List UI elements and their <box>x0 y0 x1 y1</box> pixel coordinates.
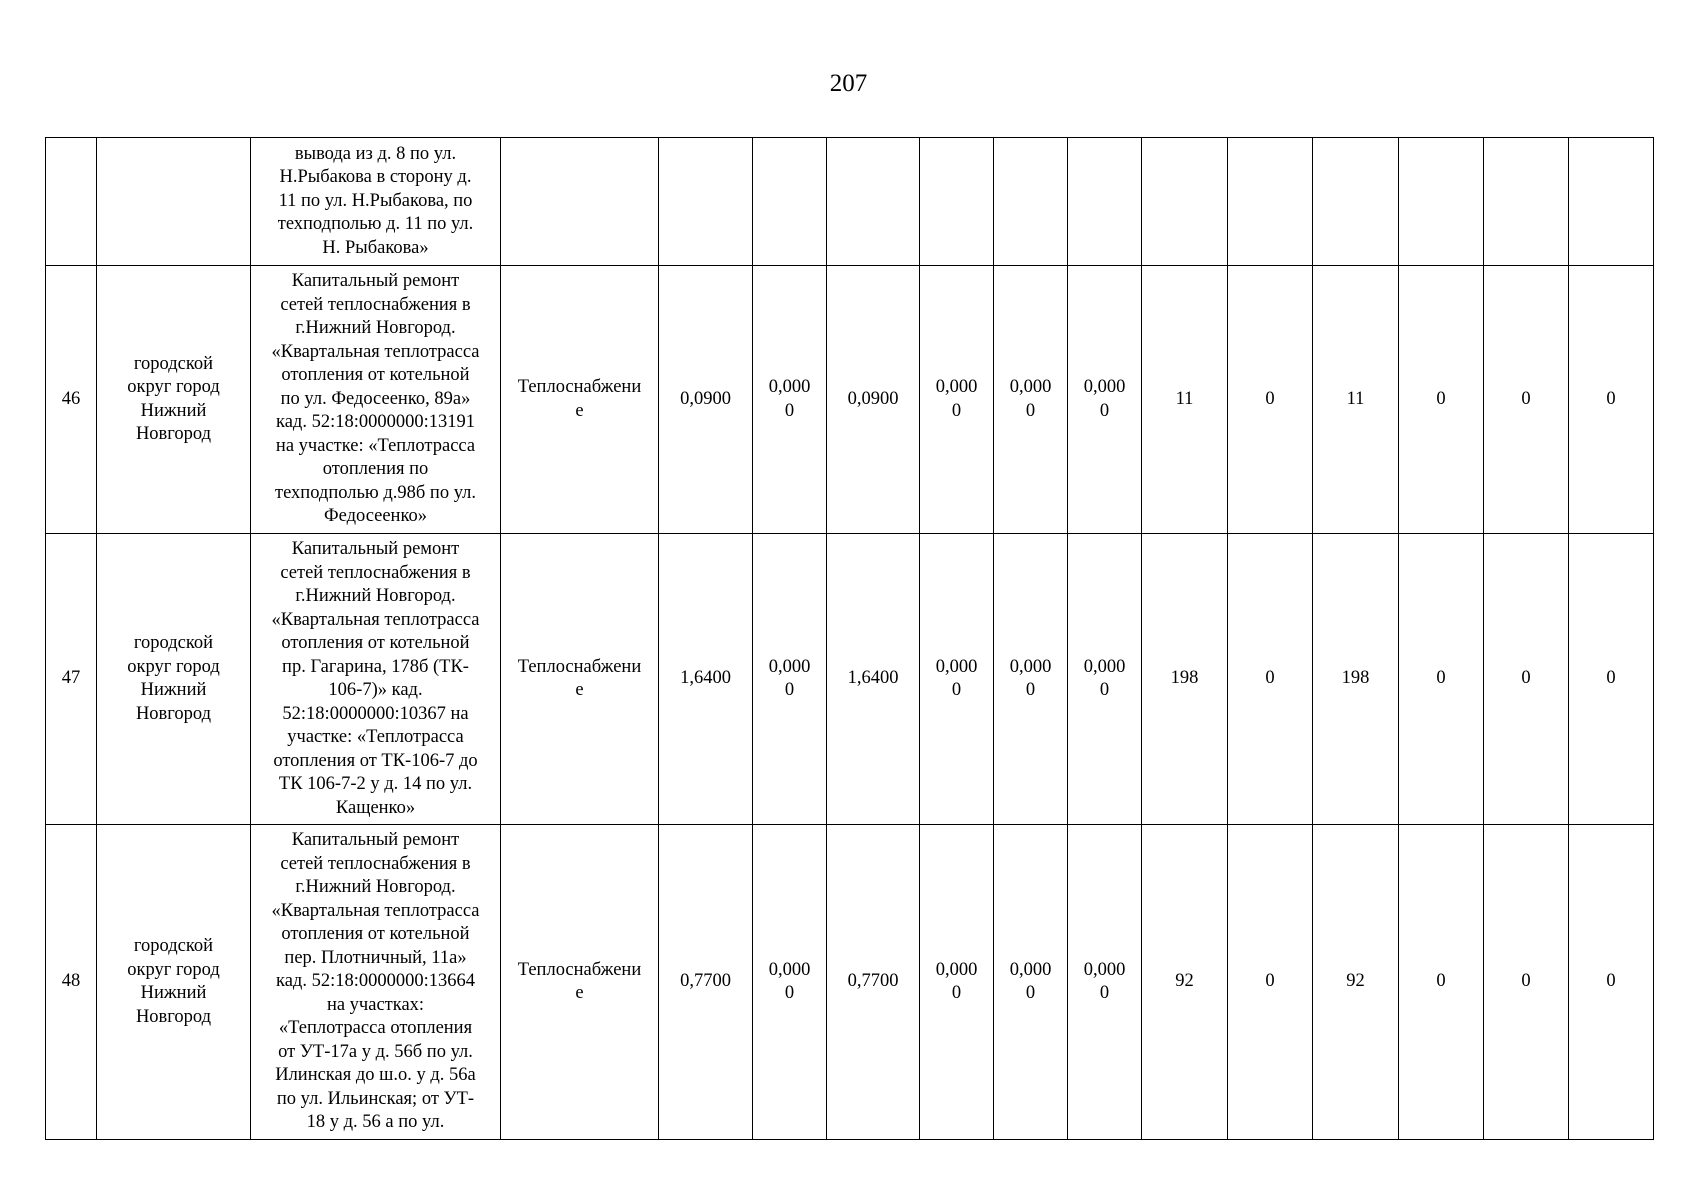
table-row <box>46 534 1654 825</box>
value-cell-3 <box>827 534 920 825</box>
description-cell-line: Н. Рыбакова» <box>322 237 429 258</box>
value-cell-6-line: 0 <box>1099 983 1110 1003</box>
value-cell-6-line: 0,000 <box>1083 656 1126 677</box>
value-cell-2-line: 0 <box>784 400 795 421</box>
value-cell-12 <box>1569 825 1654 1140</box>
value-cell-2-line: 0 <box>784 680 795 700</box>
table-row <box>46 825 1654 1140</box>
value-cell-10 <box>1399 266 1484 534</box>
value-cell-4-line: 0 <box>951 680 962 700</box>
value-cell-8-line: 0 <box>1265 668 1275 689</box>
value-cell-4 <box>920 266 994 534</box>
sector-cell <box>501 138 659 266</box>
value-cell-1-line: 0,0900 <box>680 388 731 409</box>
value-cell-7 <box>1142 138 1228 266</box>
municipality-cell <box>97 266 251 534</box>
description-cell-line: Капитальный ремонт <box>291 830 460 851</box>
sector-cell-line: Теплоснабжени <box>517 959 642 980</box>
value-cell-1 <box>659 138 753 266</box>
value-cell-2 <box>753 534 827 825</box>
description-cell-line: Капитальный ремонт <box>291 271 460 292</box>
description-cell-line: отопления от котельной <box>281 633 470 653</box>
value-cell-9 <box>1313 534 1399 825</box>
value-cell-7 <box>1142 534 1228 825</box>
description-cell-line: 52:18:0000000:10367 на <box>282 703 469 724</box>
description-cell-line: Федосеенко» <box>323 506 427 527</box>
value-cell-4-line: 0 <box>951 400 962 421</box>
value-cell-5 <box>994 266 1068 534</box>
value-cell-2 <box>753 138 827 266</box>
value-cell-8 <box>1228 825 1313 1140</box>
description-cell-line: участке: «Теплотрасса <box>287 727 464 747</box>
value-cell-9 <box>1313 266 1399 534</box>
value-cell-11 <box>1484 138 1569 266</box>
page-number: 207 <box>829 70 868 97</box>
value-cell-6-line: 0 <box>1099 680 1110 700</box>
municipality-cell-line: Нижний <box>140 400 207 421</box>
sector-cell-line: Теплоснабжени <box>517 377 642 397</box>
description-cell-line: пр. Гагарина, 178б (ТК- <box>282 656 469 677</box>
value-cell-3 <box>827 138 920 266</box>
row-number-cell <box>46 138 97 266</box>
value-cell-7-line: 92 <box>1175 971 1194 992</box>
value-cell-4-line: 0,000 <box>935 959 978 980</box>
value-cell-11-line: 0 <box>1521 388 1531 409</box>
value-cell-7-line: 198 <box>1170 668 1199 689</box>
value-cell-9-line: 198 <box>1341 668 1370 689</box>
value-cell-3 <box>827 266 920 534</box>
description-cell-line: «Квартальная теплотрасса <box>271 900 480 921</box>
row-number-cell: 47 <box>46 534 97 825</box>
description-cell-line: отопления от котельной <box>281 924 470 945</box>
value-cell-12 <box>1569 534 1654 825</box>
value-cell-9-line: 92 <box>1346 971 1365 992</box>
municipality-cell-line: Новгород <box>135 1006 212 1027</box>
value-cell-3-line: 1,6400 <box>847 668 899 689</box>
value-cell-6 <box>1068 266 1142 534</box>
description-cell-line: техподполью д.98б по ул. <box>275 482 476 503</box>
value-cell-8-line: 0 <box>1265 971 1275 992</box>
value-cell-1-line: 1,6400 <box>680 668 731 689</box>
description-cell-line: сетей теплоснабжения в <box>280 562 471 583</box>
description-cell-line: отопления от котельной <box>281 365 470 386</box>
value-cell-9-line: 11 <box>1346 388 1365 409</box>
description-cell-line: пер. Плотничный, 11а» <box>284 947 467 968</box>
value-cell-5-line: 0,000 <box>1009 656 1052 677</box>
value-cell-1-line: 0,7700 <box>680 971 731 992</box>
value-cell-2-line: 0,000 <box>768 959 811 980</box>
value-cell-6 <box>1068 534 1142 825</box>
description-cell-line: от УТ-17а у д. 56б по ул. <box>278 1041 473 1062</box>
value-cell-4-line: 0,000 <box>935 377 978 397</box>
description-cell-line: техподполью д. 11 по ул. <box>277 214 474 235</box>
sector-cell-line: е <box>575 400 584 421</box>
value-cell-5-line: 0,000 <box>1009 959 1052 980</box>
municipality-cell <box>97 825 251 1140</box>
value-cell-4 <box>920 825 994 1140</box>
description-cell-line: кад. 52:18:0000000:13191 <box>275 412 475 433</box>
value-cell-1 <box>659 825 753 1140</box>
value-cell-5-line: 0 <box>1025 680 1036 700</box>
description-cell-line: Илинская до ш.о. у д. 56а <box>275 1065 476 1086</box>
value-cell-5 <box>994 534 1068 825</box>
description-cell-line: на участке: «Теплотрасса <box>275 435 476 456</box>
value-cell-10-line: 0 <box>1436 668 1446 689</box>
municipality-cell-line: округ город <box>127 656 220 677</box>
value-cell-3-line: 0,0900 <box>847 388 899 409</box>
value-cell-10-line: 0 <box>1436 388 1446 409</box>
description-cell-line: вывода из д. 8 по ул. <box>294 143 457 164</box>
description-cell-line: г.Нижний Новгород. <box>295 318 456 339</box>
description-cell-line: сетей теплоснабжения в <box>280 853 471 874</box>
table-body <box>46 138 1654 1140</box>
row-number-cell: 46 <box>46 266 97 534</box>
sector-cell-line: е <box>575 680 584 700</box>
table-row <box>46 266 1654 534</box>
value-cell-8 <box>1228 138 1313 266</box>
value-cell-2-line: 0,000 <box>768 377 811 397</box>
description-cell-line: кад. 52:18:0000000:13664 <box>275 971 475 992</box>
value-cell-4-line: 0 <box>951 983 962 1003</box>
value-cell-11-line: 0 <box>1521 971 1531 992</box>
value-cell-5-line: 0 <box>1025 400 1036 421</box>
value-cell-8 <box>1228 266 1313 534</box>
value-cell-5-line: 0,000 <box>1009 377 1052 397</box>
value-cell-6 <box>1068 825 1142 1140</box>
description-cell-line: «Теплотрасса отопления <box>278 1018 473 1039</box>
description-cell-line: 11 по ул. Н.Рыбакова, по <box>278 190 473 211</box>
value-cell-6-line: 0,000 <box>1083 377 1126 397</box>
municipality-cell-line: округ город <box>127 377 220 397</box>
sector-cell-line: е <box>575 983 584 1003</box>
row-number-cell: 48 <box>46 825 97 1140</box>
description-cell-line: сетей теплоснабжения в <box>280 294 471 315</box>
value-cell-9 <box>1313 138 1399 266</box>
value-cell-12-line: 0 <box>1606 668 1616 689</box>
description-cell-line: отопления от ТК-106-7 до <box>273 750 478 771</box>
municipality-cell-line: округ город <box>127 959 220 980</box>
value-cell-4-line: 0,000 <box>935 656 978 677</box>
value-cell-6 <box>1068 138 1142 266</box>
value-cell-5 <box>994 138 1068 266</box>
municipality-cell-line: городской <box>133 633 214 653</box>
value-cell-11 <box>1484 534 1569 825</box>
value-cell-12 <box>1569 138 1654 266</box>
value-cell-2 <box>753 266 827 534</box>
value-cell-2 <box>753 825 827 1140</box>
value-cell-11-line: 0 <box>1521 668 1531 689</box>
sector-cell <box>501 266 659 534</box>
sector-cell <box>501 825 659 1140</box>
value-cell-10 <box>1399 825 1484 1140</box>
municipality-cell <box>97 138 251 266</box>
description-cell-line: «Квартальная теплотрасса <box>271 609 480 630</box>
description-cell <box>251 825 501 1140</box>
description-cell-line: по ул. Ильинская; от УТ- <box>276 1088 475 1109</box>
value-cell-12-line: 0 <box>1606 388 1616 409</box>
description-cell <box>251 266 501 534</box>
value-cell-10 <box>1399 138 1484 266</box>
municipality-cell-line: Новгород <box>135 424 212 444</box>
description-cell-line: 18 у д. 56 а по ул. <box>306 1112 445 1133</box>
description-cell-line: по ул. Федосеенко, 89а» <box>280 388 471 409</box>
description-cell-line: 106-7)» кад. <box>328 680 423 700</box>
value-cell-6-line: 0 <box>1099 400 1110 421</box>
value-cell-6-line: 0,000 <box>1083 959 1126 980</box>
description-cell <box>251 534 501 825</box>
value-cell-3 <box>827 825 920 1140</box>
value-cell-7-line: 11 <box>1175 388 1194 409</box>
municipality-cell-line: Новгород <box>135 703 212 724</box>
value-cell-4 <box>920 138 994 266</box>
value-cell-4 <box>920 534 994 825</box>
description-cell-line: Капитальный ремонт <box>291 539 460 559</box>
description-cell-line: г.Нижний Новгород. <box>295 877 456 898</box>
value-cell-2-line: 0 <box>784 983 795 1003</box>
sector-cell-line: Теплоснабжени <box>517 656 642 677</box>
value-cell-12 <box>1569 266 1654 534</box>
investment-program-table <box>45 137 1654 1140</box>
value-cell-1 <box>659 266 753 534</box>
value-cell-8-line: 0 <box>1265 388 1275 409</box>
municipality-cell <box>97 534 251 825</box>
value-cell-7 <box>1142 825 1228 1140</box>
municipality-cell-line: городской <box>133 353 214 374</box>
value-cell-9 <box>1313 825 1399 1140</box>
value-cell-11 <box>1484 266 1569 534</box>
value-cell-1 <box>659 534 753 825</box>
value-cell-8 <box>1228 534 1313 825</box>
value-cell-11 <box>1484 825 1569 1140</box>
value-cell-2-line: 0,000 <box>768 656 811 677</box>
table-row <box>46 138 1654 266</box>
description-cell-line: Кащенко» <box>335 797 416 818</box>
description-cell-line: Н.Рыбакова в сторону д. <box>279 167 472 188</box>
description-cell-line: «Квартальная теплотрасса <box>271 341 480 362</box>
sector-cell <box>501 534 659 825</box>
municipality-cell-line: Нижний <box>140 983 207 1003</box>
municipality-cell-line: Нижний <box>140 680 207 700</box>
value-cell-10-line: 0 <box>1436 971 1446 992</box>
value-cell-5-line: 0 <box>1025 983 1036 1003</box>
description-cell-line: г.Нижний Новгород. <box>295 586 456 606</box>
description-cell-line: на участках: <box>326 994 425 1015</box>
description-cell <box>251 138 501 266</box>
value-cell-12-line: 0 <box>1606 971 1616 992</box>
description-cell-line: отопления по <box>322 459 429 480</box>
value-cell-10 <box>1399 534 1484 825</box>
value-cell-3-line: 0,7700 <box>847 971 899 992</box>
municipality-cell-line: городской <box>133 936 214 956</box>
value-cell-7 <box>1142 266 1228 534</box>
description-cell-line: ТК 106-7-2 у д. 14 по ул. <box>278 774 473 794</box>
value-cell-5 <box>994 825 1068 1140</box>
